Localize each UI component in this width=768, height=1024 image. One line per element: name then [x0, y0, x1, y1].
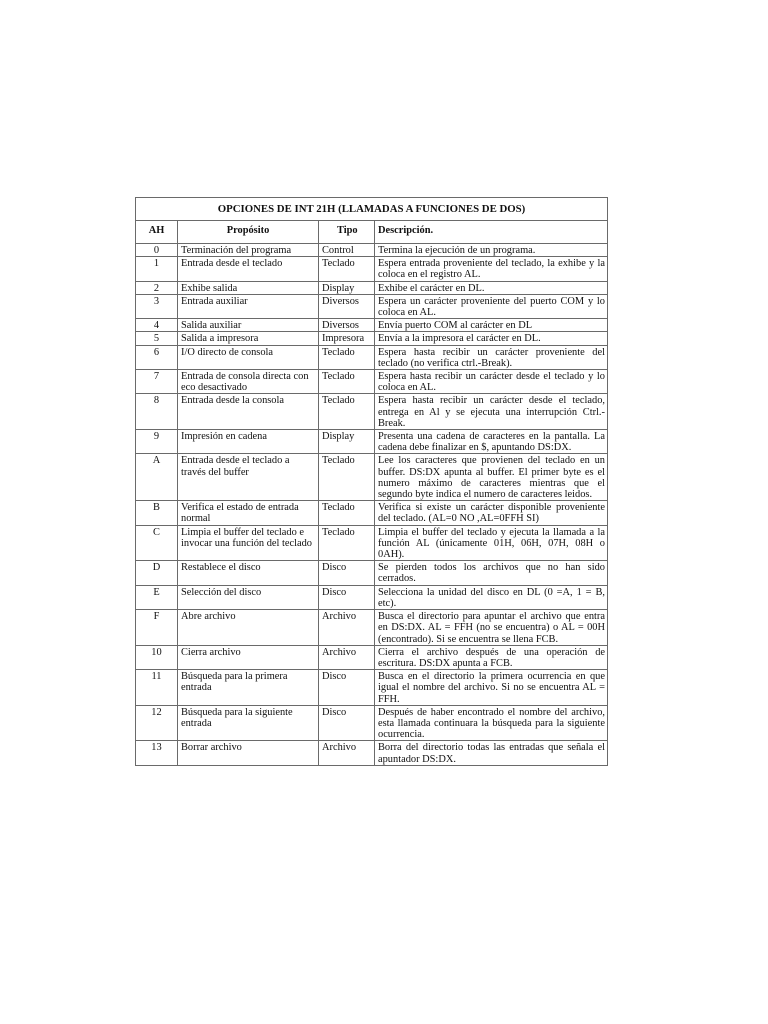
table-header-row	[136, 221, 608, 244]
table-row	[136, 281, 608, 294]
cell-descripcion: Presenta una cadena de caracteres en la pantalla. La cadena debe finalizar en $, apuntando DS:DX.	[375, 430, 608, 454]
cell-ah: F	[136, 610, 178, 646]
table-row	[136, 525, 608, 561]
cell-proposito: Búsqueda para la primera entrada	[178, 670, 319, 706]
cell-ah: 4	[136, 319, 178, 332]
cell-tipo: Diversos	[319, 319, 375, 332]
cell-ah: E	[136, 585, 178, 609]
cell-tipo: Archivo	[319, 741, 375, 765]
cell-tipo: Disco	[319, 561, 375, 585]
cell-tipo: Impresora	[319, 332, 375, 345]
table-row	[136, 645, 608, 669]
cell-descripcion: Espera hasta recibir un carácter desde el teclado, entrega en Al y se ejecuta una interrupción Ctrl.-Break.	[375, 394, 608, 430]
table-row	[136, 741, 608, 765]
cell-proposito: Entrada auxiliar	[178, 294, 319, 318]
table-row	[136, 501, 608, 525]
header-ah: AH	[136, 221, 178, 244]
cell-proposito: Cierra archivo	[178, 645, 319, 669]
cell-descripcion: Después de haber encontrado el nombre del archivo, esta llamada continuara la búsqueda para la siguiente ocurrencia.	[375, 705, 608, 741]
cell-ah: 12	[136, 705, 178, 741]
cell-ah: 6	[136, 345, 178, 369]
cell-descripcion: Espera entrada proveniente del teclado, la exhibe y la coloca en el registro AL.	[375, 257, 608, 281]
cell-tipo: Teclado	[319, 525, 375, 561]
table-row	[136, 294, 608, 318]
cell-proposito: Entrada de consola directa con eco desactivado	[178, 370, 319, 394]
cell-ah: 11	[136, 670, 178, 706]
cell-proposito: Exhibe salida	[178, 281, 319, 294]
cell-ah: 10	[136, 645, 178, 669]
table-row	[136, 257, 608, 281]
table-row	[136, 430, 608, 454]
table-title-row	[136, 198, 608, 221]
cell-tipo: Teclado	[319, 257, 375, 281]
cell-ah: 0	[136, 244, 178, 257]
cell-tipo: Teclado	[319, 345, 375, 369]
cell-tipo: Diversos	[319, 294, 375, 318]
cell-proposito: Salida a impresora	[178, 332, 319, 345]
cell-tipo: Display	[319, 430, 375, 454]
cell-descripcion: Lee los caracteres que provienen del teclado en un buffer. DS:DX apunta al buffer. El primer byte es el numero máximo de caracteres mientras que el segundo byte indica el numero de caracteres leidos.	[375, 454, 608, 501]
cell-descripcion: Borra del directorio todas las entradas que señala el apuntador DS:DX.	[375, 741, 608, 765]
cell-ah: 7	[136, 370, 178, 394]
table-row	[136, 561, 608, 585]
cell-descripcion: Busca el directorio para apuntar el archivo que entra en DS:DX. AL = FFH (no se encuentra) o AL = 00H (encontrado). Si se encuentra se llena FCB.	[375, 610, 608, 646]
header-tipo: Tipo	[319, 221, 375, 244]
cell-tipo: Disco	[319, 670, 375, 706]
table-row	[136, 244, 608, 257]
cell-descripcion: Busca en el directorio la primera ocurrencia en que igual el nombre del archivo. Si no se encuentra AL = FFH.	[375, 670, 608, 706]
cell-ah: 9	[136, 430, 178, 454]
cell-proposito: Búsqueda para la siguiente entrada	[178, 705, 319, 741]
table-title: OPCIONES DE INT 21H (LLAMADAS A FUNCIONES DE DOS)	[136, 198, 608, 221]
cell-ah: 1	[136, 257, 178, 281]
cell-tipo: Control	[319, 244, 375, 257]
cell-proposito: Restablece el disco	[178, 561, 319, 585]
header-proposito: Propósito	[178, 221, 319, 244]
cell-ah: 8	[136, 394, 178, 430]
cell-descripcion: Cierra el archivo después de una operación de escritura. DS:DX apunta a FCB.	[375, 645, 608, 669]
table-row	[136, 610, 608, 646]
table-row	[136, 670, 608, 706]
cell-descripcion: Envía puerto COM al carácter en DL	[375, 319, 608, 332]
table-row	[136, 585, 608, 609]
cell-proposito: Abre archivo	[178, 610, 319, 646]
cell-ah: 13	[136, 741, 178, 765]
cell-proposito: Limpia el buffer del teclado e invocar una función del teclado	[178, 525, 319, 561]
cell-tipo: Archivo	[319, 610, 375, 646]
cell-tipo: Teclado	[319, 454, 375, 501]
cell-tipo: Teclado	[319, 370, 375, 394]
cell-tipo: Teclado	[319, 501, 375, 525]
table-row	[136, 394, 608, 430]
cell-proposito: Selección del disco	[178, 585, 319, 609]
table-row	[136, 345, 608, 369]
cell-proposito: Terminación del programa	[178, 244, 319, 257]
cell-ah: B	[136, 501, 178, 525]
cell-proposito: Entrada desde el teclado	[178, 257, 319, 281]
cell-tipo: Display	[319, 281, 375, 294]
table-body	[136, 244, 608, 766]
cell-descripcion: Selecciona la unidad del disco en DL (0 =A, 1 = B, etc).	[375, 585, 608, 609]
cell-proposito: Impresión en cadena	[178, 430, 319, 454]
int21h-table	[135, 197, 608, 766]
cell-ah: 3	[136, 294, 178, 318]
table-row	[136, 332, 608, 345]
table-row	[136, 705, 608, 741]
cell-proposito: I/O directo de consola	[178, 345, 319, 369]
cell-descripcion: Limpia el buffer del teclado y ejecuta la llamada a la función AL (únicamente 01H, 06H, 07H, 08H o 0AH).	[375, 525, 608, 561]
cell-tipo: Archivo	[319, 645, 375, 669]
cell-descripcion: Exhibe el carácter en DL.	[375, 281, 608, 294]
cell-descripcion: Se pierden todos los archivos que no han sido cerrados.	[375, 561, 608, 585]
cell-descripcion: Termina la ejecución de un programa.	[375, 244, 608, 257]
cell-ah: A	[136, 454, 178, 501]
cell-tipo: Teclado	[319, 394, 375, 430]
cell-descripcion: Espera hasta recibir un carácter desde el teclado y lo coloca en AL.	[375, 370, 608, 394]
cell-proposito: Entrada desde la consola	[178, 394, 319, 430]
cell-ah: D	[136, 561, 178, 585]
cell-proposito: Salida auxiliar	[178, 319, 319, 332]
cell-proposito: Verifica el estado de entrada normal	[178, 501, 319, 525]
cell-descripcion: Verifica si existe un carácter disponible proveniente del teclado. (AL=0 NO ,AL=0FFH SI)	[375, 501, 608, 525]
cell-descripcion: Espera un carácter proveniente del puerto COM y lo coloca en AL.	[375, 294, 608, 318]
cell-ah: C	[136, 525, 178, 561]
header-descripcion: Descripción.	[375, 221, 608, 244]
cell-proposito: Entrada desde el teclado a través del buffer	[178, 454, 319, 501]
cell-ah: 2	[136, 281, 178, 294]
table-row	[136, 454, 608, 501]
cell-ah: 5	[136, 332, 178, 345]
table-row	[136, 319, 608, 332]
cell-proposito: Borrar archivo	[178, 741, 319, 765]
cell-descripcion: Envía a la impresora el carácter en DL.	[375, 332, 608, 345]
cell-descripcion: Espera hasta recibir un carácter proveniente del teclado (no verifica ctrl.-Break).	[375, 345, 608, 369]
cell-tipo: Disco	[319, 585, 375, 609]
table-row	[136, 370, 608, 394]
cell-tipo: Disco	[319, 705, 375, 741]
